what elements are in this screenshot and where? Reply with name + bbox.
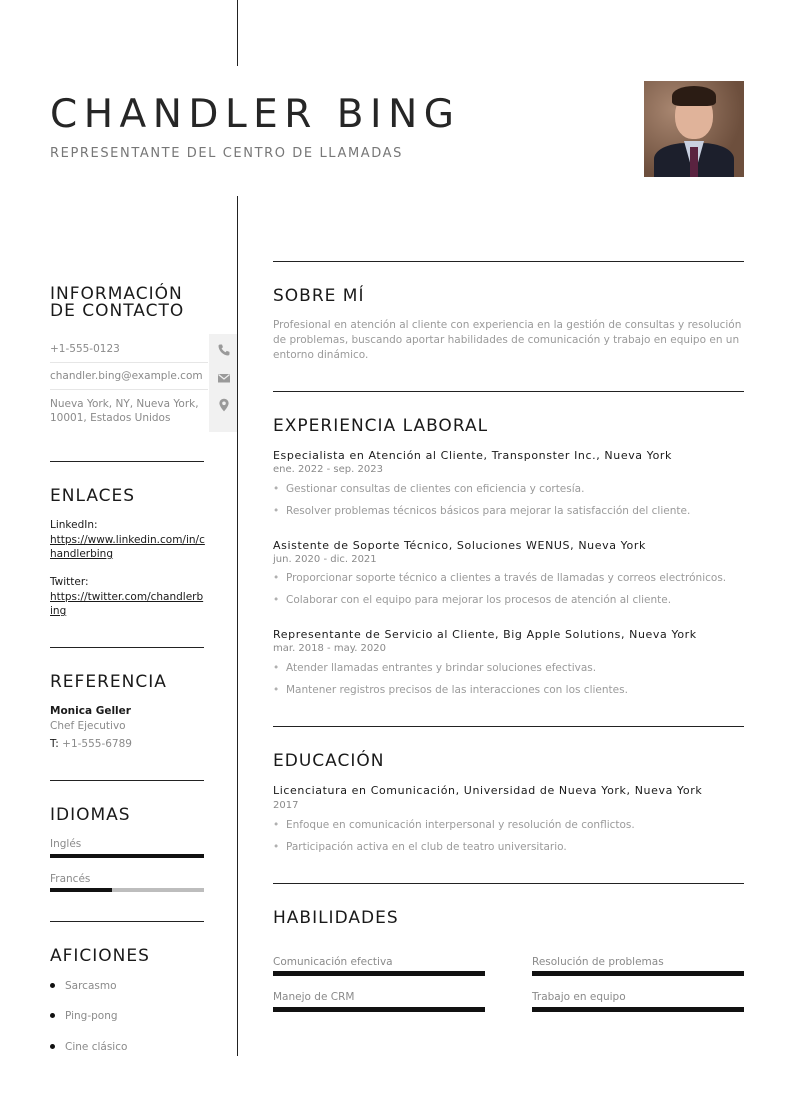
linkedin-label: LinkedIn: bbox=[50, 519, 98, 531]
contact-heading bbox=[50, 286, 184, 320]
skill-level-fill bbox=[273, 1007, 485, 1012]
skill-level-fill bbox=[273, 971, 485, 976]
job-bullet: • Colaborar con el equipo para mejorar los procesos de atención al cliente. bbox=[273, 594, 672, 606]
language-level-fill bbox=[50, 888, 112, 892]
job-dates: jun. 2020 - dic. 2021 bbox=[273, 554, 377, 565]
candidate-title: REPRESENTANTE DEL CENTRO DE LLAMADAS bbox=[50, 146, 403, 161]
education-heading: EDUCACIÓN bbox=[273, 751, 385, 771]
job-bullet: • Atender llamadas entrantes y brindar soluciones efectivas. bbox=[273, 662, 597, 674]
profile-photo bbox=[644, 81, 744, 177]
section-divider bbox=[50, 921, 204, 922]
degree-title: Licenciatura en Comunicación, Universidad de Nueva York, Nueva York bbox=[273, 784, 703, 797]
bullet-text: Proporcionar soporte técnico a clientes a través de llamadas y correos electrónicos. bbox=[286, 572, 727, 584]
hobby-item bbox=[50, 980, 117, 992]
contact-phone[interactable]: +1-555-0123 bbox=[50, 343, 120, 355]
section-divider bbox=[273, 726, 744, 727]
contact-divider bbox=[50, 389, 208, 390]
bullet-text: Colaborar con el equipo para mejorar los procesos de atención al cliente. bbox=[286, 594, 672, 606]
skill-level-bar bbox=[532, 1007, 744, 1012]
phone-icon bbox=[217, 343, 231, 357]
contact-heading-line1: INFORMACIÓN bbox=[50, 284, 183, 304]
twitter-label: Twitter: bbox=[50, 576, 89, 588]
language-level-fill bbox=[50, 854, 204, 858]
job-title: Representante de Servicio al Cliente, Big Apple Solutions, Nueva York bbox=[273, 628, 697, 641]
skill-name: Manejo de CRM bbox=[273, 991, 355, 1003]
job-dates: mar. 2018 - may. 2020 bbox=[273, 643, 387, 654]
bullet-dot bbox=[50, 983, 55, 988]
bullet-text: Gestionar consultas de clientes con eficiencia y cortesía. bbox=[286, 483, 585, 495]
linkedin-link[interactable]: https://www.linkedin.com/in/chandlerbing bbox=[50, 534, 205, 560]
reference-heading: REFERENCIA bbox=[50, 672, 167, 692]
links-heading: ENLACES bbox=[50, 486, 136, 506]
skill-level-bar bbox=[273, 971, 485, 976]
contact-email[interactable]: chandler.bing@example.com bbox=[50, 370, 203, 382]
reference-phone-row bbox=[50, 738, 132, 750]
reference-phone[interactable]: +1-555-6789 bbox=[62, 738, 132, 750]
contact-address bbox=[50, 397, 238, 425]
bullet-text: Enfoque en comunicación interpersonal y resolución de conflictos. bbox=[286, 819, 635, 831]
about-heading: SOBRE MÍ bbox=[273, 286, 365, 306]
about-text: Profesional en atención al cliente con experiencia en la gestión de consultas y resolución de problemas, buscando aportar habilidades de comunicación y trabajo en equipo en un entorno dinámico. bbox=[273, 319, 742, 361]
skills-heading: HABILIDADES bbox=[273, 908, 399, 928]
bullet-dot bbox=[50, 1044, 55, 1049]
experience-heading: EXPERIENCIA LABORAL bbox=[273, 416, 489, 436]
education-bullet: • Participación activa en el club de teatro universitario. bbox=[273, 841, 567, 853]
section-divider bbox=[273, 391, 744, 392]
bullet-text: Atender llamadas entrantes y brindar soluciones efectivas. bbox=[286, 662, 597, 674]
section-divider bbox=[273, 883, 744, 884]
job-dates: ene. 2022 - sep. 2023 bbox=[273, 464, 383, 475]
address-line1: Nueva York, NY, Nueva York, bbox=[50, 398, 199, 410]
skill-name: Resolución de problemas bbox=[532, 956, 664, 968]
hobbies-heading: AFICIONES bbox=[50, 946, 150, 966]
reference-name: Monica Geller bbox=[50, 705, 131, 717]
contact-divider bbox=[50, 362, 208, 363]
hobby-item bbox=[50, 1010, 118, 1022]
skill-level-bar bbox=[273, 1007, 485, 1012]
degree-year: 2017 bbox=[273, 800, 299, 811]
job-bullet: • Mantener registros precisos de las interacciones con los clientes. bbox=[273, 684, 628, 696]
column-divider-line bbox=[237, 196, 238, 1056]
bullet-dot bbox=[50, 1013, 55, 1018]
language-name: Inglés bbox=[50, 838, 82, 850]
mail-icon bbox=[217, 371, 231, 385]
candidate-name: CHANDLER BING bbox=[50, 92, 461, 137]
hobby-item bbox=[50, 1041, 127, 1053]
reference-phone-prefix: T: bbox=[50, 738, 59, 750]
section-divider bbox=[50, 461, 204, 462]
job-bullet: • Resolver problemas técnicos básicos para mejorar la satisfacción del cliente. bbox=[273, 505, 691, 517]
location-pin-icon bbox=[217, 398, 231, 412]
contact-heading-line2: DE CONTACTO bbox=[50, 301, 185, 321]
language-name: Francés bbox=[50, 873, 91, 885]
language-level-bar bbox=[50, 854, 204, 858]
address-line2: 10001, Estados Unidos bbox=[50, 412, 171, 424]
bullet-text: Resolver problemas técnicos básicos para mejorar la satisfacción del cliente. bbox=[286, 505, 691, 517]
hobby-label: Cine clásico bbox=[65, 1041, 128, 1053]
section-divider bbox=[50, 647, 204, 648]
education-bullet: • Enfoque en comunicación interpersonal y resolución de conflictos. bbox=[273, 819, 635, 831]
reference-role: Chef Ejecutivo bbox=[50, 720, 126, 732]
skill-level-bar bbox=[532, 971, 744, 976]
skill-level-fill bbox=[532, 1007, 744, 1012]
language-level-bar bbox=[50, 888, 204, 892]
skill-level-fill bbox=[532, 971, 744, 976]
skill-name: Trabajo en equipo bbox=[532, 991, 626, 1003]
hobby-label: Ping-pong bbox=[65, 1010, 118, 1022]
languages-heading: IDIOMAS bbox=[50, 805, 131, 825]
job-bullet: • Proporcionar soporte técnico a clientes a través de llamadas y correos electrónicos. bbox=[273, 572, 727, 584]
section-divider bbox=[273, 261, 744, 262]
skill-name: Comunicación efectiva bbox=[273, 956, 393, 968]
section-divider bbox=[50, 780, 204, 781]
bullet-text: Participación activa en el club de teatro universitario. bbox=[286, 841, 567, 853]
job-title: Asistente de Soporte Técnico, Soluciones WENUS, Nueva York bbox=[273, 539, 646, 552]
job-title: Especialista en Atención al Cliente, Transponster Inc., Nueva York bbox=[273, 449, 673, 462]
hobby-label: Sarcasmo bbox=[65, 980, 117, 992]
bullet-text: Mantener registros precisos de las interacciones con los clientes. bbox=[286, 684, 628, 696]
twitter-link[interactable]: https://twitter.com/chandlerbing bbox=[50, 591, 204, 617]
job-bullet: • Gestionar consultas de clientes con eficiencia y cortesía. bbox=[273, 483, 585, 495]
top-divider-line bbox=[237, 0, 238, 66]
